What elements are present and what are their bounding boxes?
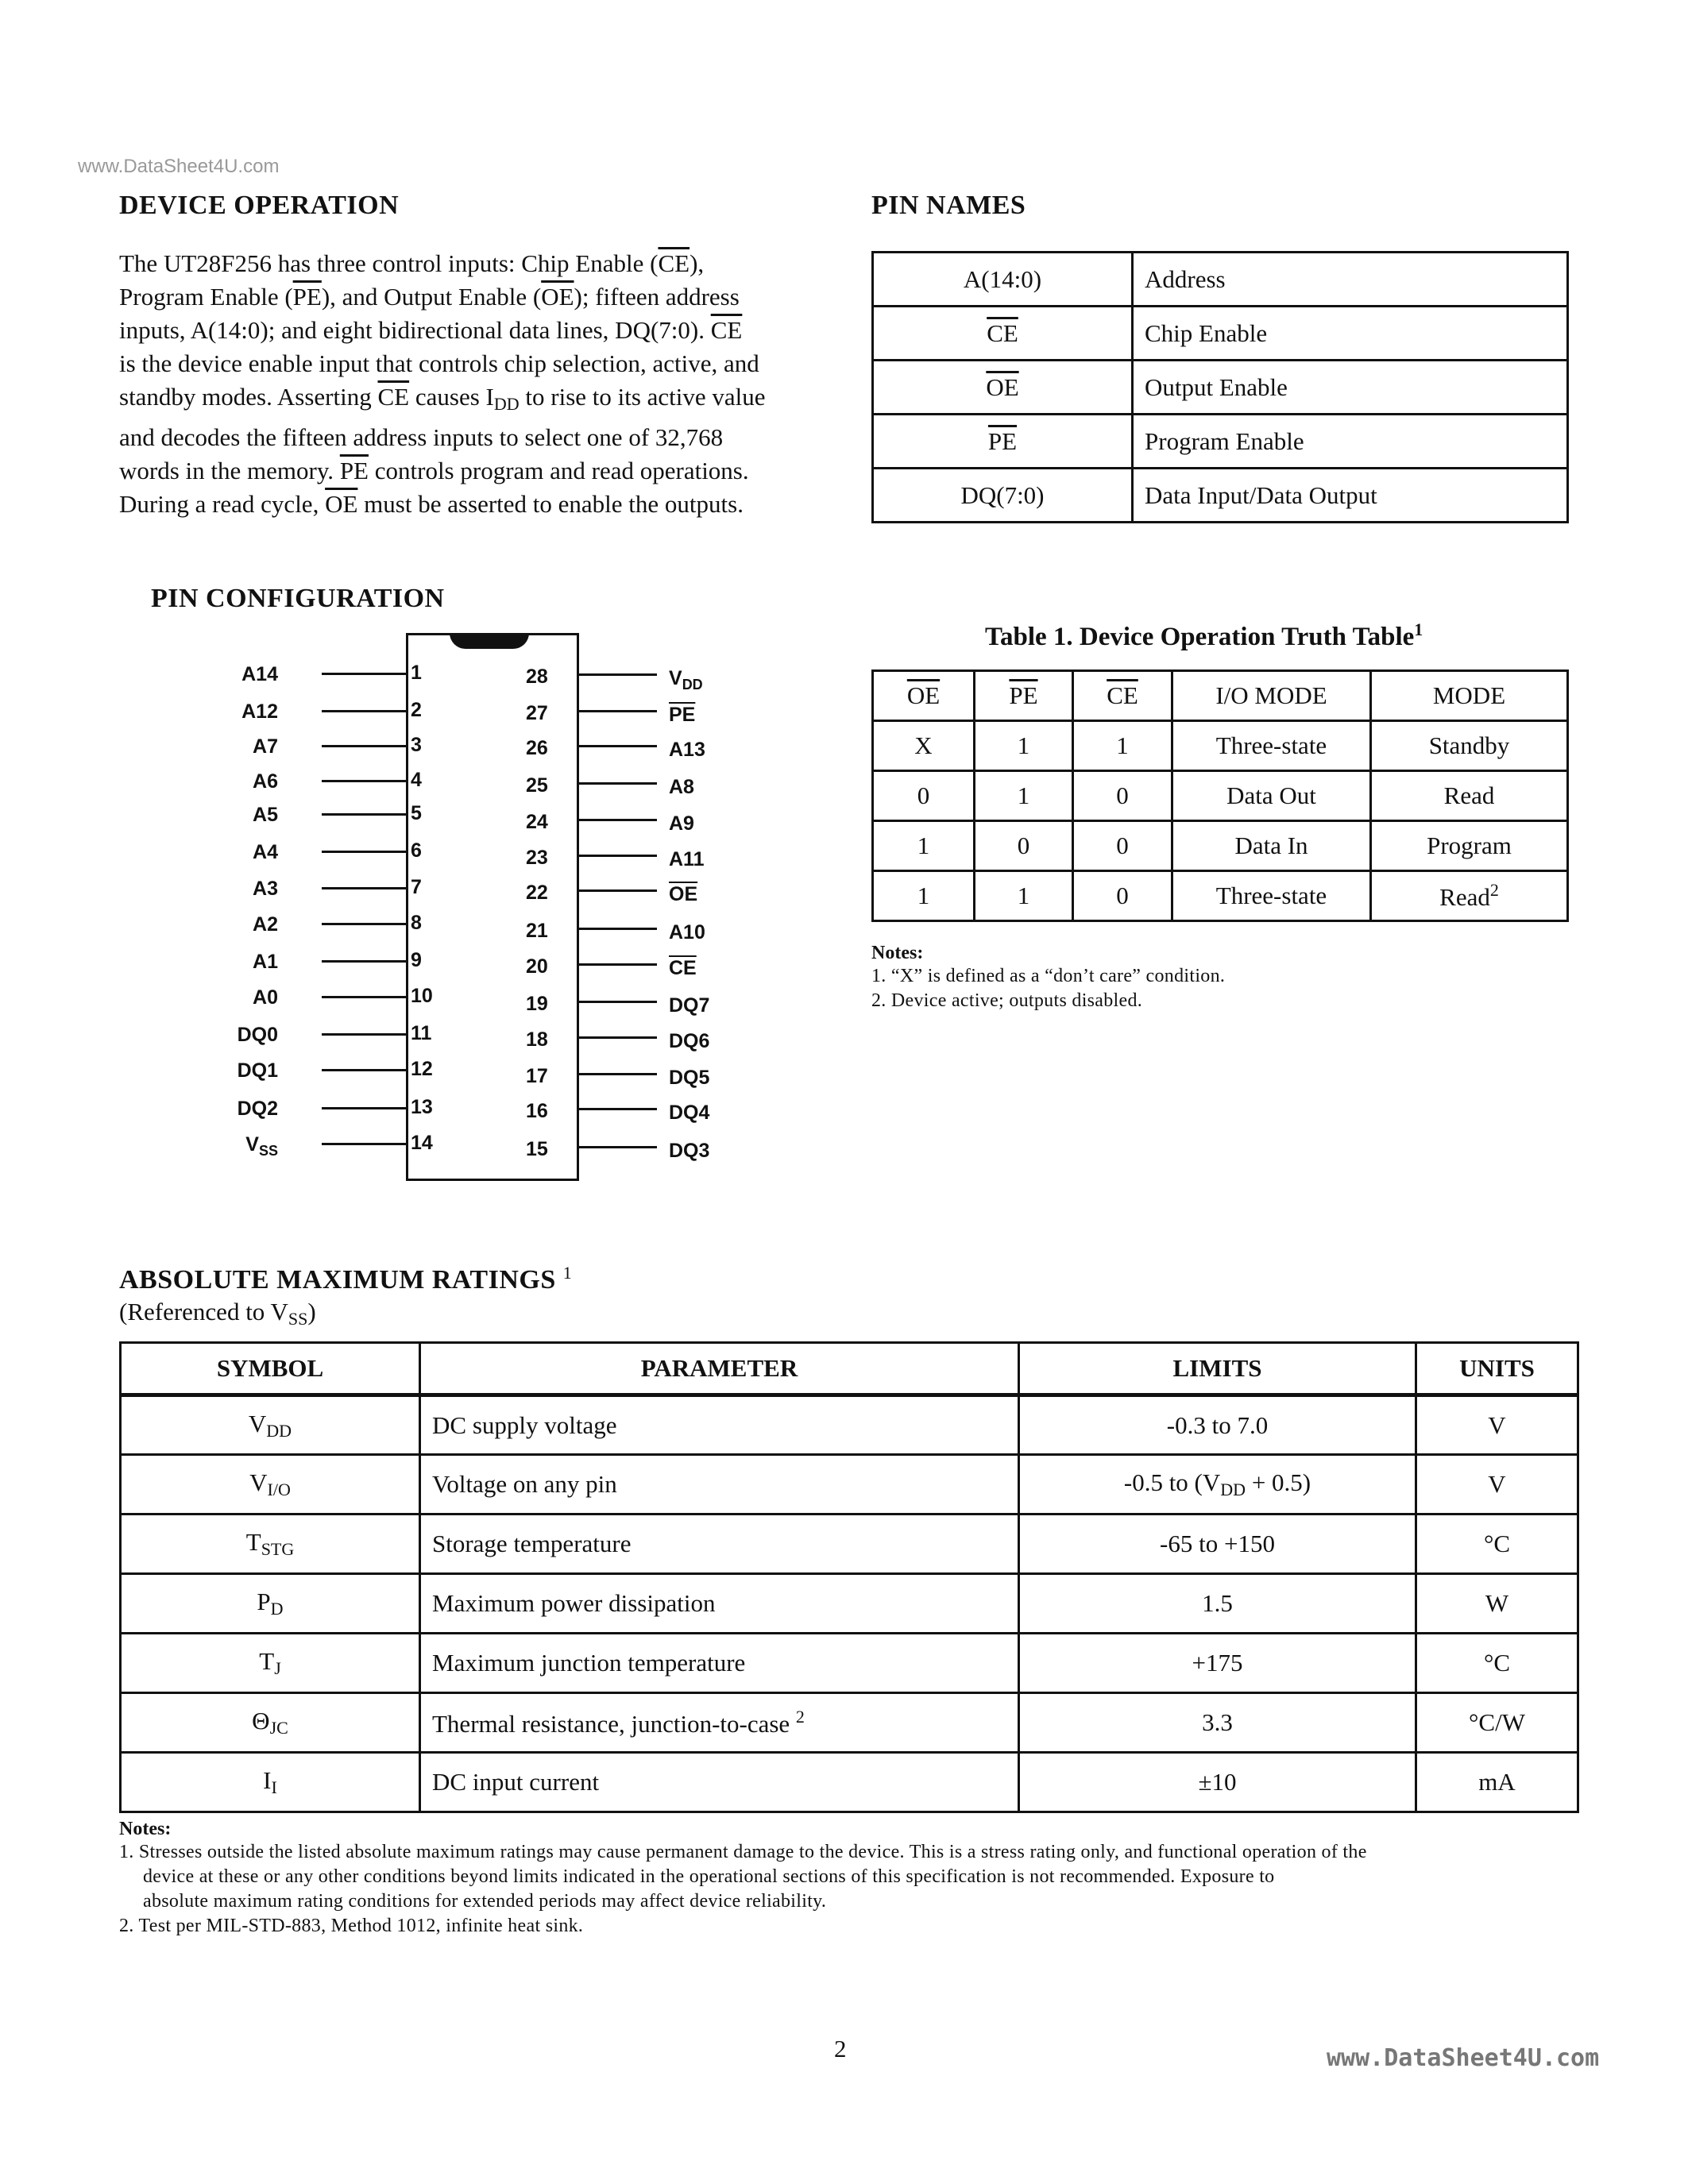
note-1: 1. Stresses outside the listed absolute maximum ratings may cause permanent damage to the device. This is a stress rating only, and functional operation of the (119, 1842, 1367, 1862)
cell: Standby (1371, 721, 1568, 771)
pin-lead (322, 1069, 406, 1071)
pin-symbol: $\overline{CE}$ (873, 307, 1133, 361)
pin-number: 28 (526, 666, 548, 688)
pin-number: 5 (411, 802, 422, 824)
pin-label: A12 (241, 700, 278, 723)
pin-description: Chip Enable (1133, 307, 1568, 361)
cell-limits: -65 to +150 (1019, 1515, 1416, 1574)
table-row (873, 469, 1568, 523)
pin-lead (322, 923, 406, 925)
table-row (121, 1634, 1578, 1693)
header-parameter: PARAMETER (420, 1343, 1019, 1395)
pin-label: A9 (669, 812, 694, 835)
pin-label: DQ6 (669, 1030, 710, 1052)
pin-lead (322, 1143, 406, 1145)
pin-names-table (871, 251, 1569, 523)
pin-label: DQ1 (237, 1059, 278, 1082)
pin-number: 13 (411, 1096, 433, 1118)
para-line-4: is the device enable input that controls chip selection, active, and (119, 349, 759, 377)
cell: Three-state (1172, 721, 1371, 771)
pin-lead (579, 819, 657, 821)
pin-lead (322, 1033, 406, 1036)
pin-lead (322, 851, 406, 853)
table-header-row (873, 671, 1568, 721)
pin-number: 3 (411, 734, 422, 756)
pin-symbol: $\overline{OE}$ (873, 361, 1133, 415)
pin-label: A13 (669, 739, 705, 761)
cell-units: °C (1416, 1634, 1578, 1693)
device-operation-heading: DEVICE OPERATION (119, 191, 400, 220)
cell: 1 (975, 721, 1073, 771)
table-row (121, 1574, 1578, 1634)
pin-lead (322, 813, 406, 816)
abs-max-table (119, 1341, 1579, 1813)
table-row (873, 415, 1568, 469)
table-row (121, 1395, 1578, 1455)
para-line-2: Program Enable $(\overline{PE})$, and Output Enable $(\overline{OE})$; fifteen address (119, 283, 740, 311)
table-row (121, 1515, 1578, 1574)
pin-number: 11 (411, 1022, 432, 1044)
cell: 1 (975, 871, 1073, 921)
pin-number: 18 (526, 1028, 548, 1051)
header-mode: MODE (1371, 671, 1568, 721)
para-line-6: and decodes the fifteen address inputs to select one of 32,768 (119, 423, 724, 451)
pin-number: 23 (526, 847, 548, 869)
table-row (873, 821, 1568, 871)
header-ce: $\overline{CE}$ (1073, 671, 1172, 721)
table-row (873, 721, 1568, 771)
pin-label: $\overline{OE}$ (669, 883, 698, 905)
pin-label: A8 (669, 776, 694, 798)
table-row (121, 1455, 1578, 1515)
pin-label: DQ7 (669, 994, 710, 1017)
table-row (873, 307, 1568, 361)
header-symbol: SYMBOL (121, 1343, 420, 1395)
cell: Read$^2$ (1371, 871, 1568, 921)
pin-number: 10 (411, 985, 433, 1007)
cell-symbol: $P_D$ (121, 1574, 420, 1634)
cell-limits: -0.3 to 7.0 (1019, 1395, 1416, 1455)
pin-number: 4 (411, 769, 422, 791)
pin-number: 6 (411, 839, 422, 862)
cell-units: mA (1416, 1753, 1578, 1812)
pin-label: $\overline{PE}$ (669, 704, 696, 726)
pin-number: 22 (526, 882, 548, 904)
pin-label: $\overline{CE}$ (669, 957, 697, 979)
cell: X (873, 721, 975, 771)
header-oe: $\overline{OE}$ (873, 671, 975, 721)
cell-parameter: Maximum power dissipation (420, 1574, 1019, 1634)
pin-label: $V_{DD}$ (669, 667, 703, 693)
table-row (121, 1753, 1578, 1812)
pin-label: A10 (669, 921, 705, 943)
abs-max-notes (119, 1819, 1597, 1939)
cell: Read (1371, 771, 1568, 821)
cell-parameter: Voltage on any pin (420, 1455, 1019, 1515)
cell: 0 (1073, 871, 1172, 921)
abs-max-heading: ABSOLUTE MAXIMUM RATINGS $^1$ (119, 1263, 573, 1295)
pin-number: 27 (526, 702, 548, 724)
cell-symbol: $V_{DD}$ (121, 1395, 420, 1455)
pin-lead (579, 710, 657, 712)
pin-label: DQ0 (237, 1024, 278, 1046)
pin-lead (579, 855, 657, 857)
pin-description: Program Enable (1133, 415, 1568, 469)
cell: Data In (1172, 821, 1371, 871)
pin-number: 20 (526, 955, 548, 978)
pin-number: 2 (411, 699, 422, 721)
pin-description: Data Input/Data Output (1133, 469, 1568, 523)
cell-limits: 1.5 (1019, 1574, 1416, 1634)
pin-number: 7 (411, 876, 422, 898)
table-row (873, 253, 1568, 307)
pin-lead (579, 782, 657, 785)
pin-lead (322, 960, 406, 963)
pin-number: 25 (526, 774, 548, 797)
pin-label: A4 (253, 841, 278, 863)
cell-limits: 3.3 (1019, 1693, 1416, 1753)
cell: 1 (873, 821, 975, 871)
abs-max-subheading: (Referenced to $V_{SS}$) (119, 1298, 316, 1329)
note-1: 1. “X” is defined as a “don’t care” condition. (871, 966, 1226, 986)
pin-lead (579, 1073, 657, 1075)
pin-lead (579, 673, 657, 676)
cell: Program (1371, 821, 1568, 871)
pin-description: Address (1133, 253, 1568, 307)
pin-description: Output Enable (1133, 361, 1568, 415)
pin-label: A5 (253, 804, 278, 826)
cell: 1 (975, 771, 1073, 821)
cell-limits: +175 (1019, 1634, 1416, 1693)
pin-lead (322, 710, 406, 712)
pin-number: 14 (411, 1132, 433, 1154)
para-line-5: standby modes. Asserting $\overline{CE}$ causes $I_{DD}$ to rise to its active value (119, 383, 766, 414)
cell-units: °C/W (1416, 1693, 1578, 1753)
para-line-1: The UT28F256 has three control inputs: Chip Enable $(\overline{CE})$, (119, 249, 705, 277)
cell-parameter: Storage temperature (420, 1515, 1019, 1574)
pin-label: DQ2 (237, 1098, 278, 1120)
pin-lead (322, 673, 406, 675)
cell-parameter: Thermal resistance, junction-to-case $^2$ (420, 1693, 1019, 1753)
pin-lead (579, 1108, 657, 1110)
header-limits: LIMITS (1019, 1343, 1416, 1395)
page-number: 2 (834, 2035, 847, 2062)
cell-units: V (1416, 1395, 1578, 1455)
pin-number: 19 (526, 993, 548, 1015)
pin-label: DQ5 (669, 1067, 710, 1089)
cell-limits: ±10 (1019, 1753, 1416, 1812)
pin-names-heading: PIN NAMES (871, 191, 1026, 220)
pin-lead (322, 887, 406, 889)
cell-units: °C (1416, 1515, 1578, 1574)
cell-parameter: DC supply voltage (420, 1395, 1019, 1455)
pin-lead (579, 1036, 657, 1039)
pin-lead (579, 745, 657, 747)
cell-symbol: $T_{STG}$ (121, 1515, 420, 1574)
pin-symbol: A(14:0) (873, 253, 1133, 307)
pin-symbol: $\overline{PE}$ (873, 415, 1133, 469)
pin-label: A1 (253, 951, 278, 973)
pin-number: 15 (526, 1138, 548, 1160)
pin-label: A0 (253, 986, 278, 1009)
cell-symbol: $V_{I/O}$ (121, 1455, 420, 1515)
cell-units: W (1416, 1574, 1578, 1634)
table-row (121, 1693, 1578, 1753)
pin-number: 12 (411, 1058, 433, 1080)
pin-lead (322, 745, 406, 747)
pin-label: A2 (253, 913, 278, 936)
pin-number: 8 (411, 912, 422, 934)
cell-parameter: DC input current (420, 1753, 1019, 1812)
pin-number: 17 (526, 1065, 548, 1087)
note-1-cont: device at these or any other conditions beyond limits indicated in the operational sections of this specification is not recommended. Exposure to (143, 1866, 1275, 1887)
pin-number: 21 (526, 920, 548, 942)
cell-symbol: $\Theta_{JC}$ (121, 1693, 420, 1753)
cell-units: V (1416, 1455, 1578, 1515)
pin-label: A6 (253, 770, 278, 793)
pin-number: 1 (411, 662, 422, 684)
pin-symbol: DQ(7:0) (873, 469, 1133, 523)
table-row (873, 871, 1568, 921)
table-header-row (121, 1343, 1578, 1395)
pin-label: A3 (253, 878, 278, 900)
chip-notch (450, 633, 529, 649)
truth-table (871, 669, 1569, 922)
header-units: UNITS (1416, 1343, 1578, 1395)
watermark-top: www.DataSheet4U.com (78, 156, 280, 177)
cell: 0 (873, 771, 975, 821)
device-operation-paragraph (119, 247, 858, 521)
para-line-8: During a read cycle, $\overline{OE}$ must be asserted to enable the outputs. (119, 490, 744, 518)
cell: 1 (1073, 721, 1172, 771)
cell: 0 (1073, 771, 1172, 821)
truth-table-notes (871, 943, 1225, 1013)
table-row (873, 361, 1568, 415)
pin-label: A14 (241, 663, 278, 685)
pin-lead (579, 1001, 657, 1003)
cell-symbol: $T_J$ (121, 1634, 420, 1693)
note-2: 2. Test per MIL-STD-883, Method 1012, infinite heat sink. (119, 1916, 584, 1936)
pin-label: $V_{SS}$ (245, 1133, 278, 1159)
cell-parameter: Maximum junction temperature (420, 1634, 1019, 1693)
cell: 0 (1073, 821, 1172, 871)
pin-label: A11 (669, 848, 705, 870)
cell: 0 (975, 821, 1073, 871)
cell: Three-state (1172, 871, 1371, 921)
header-pe: $\overline{PE}$ (975, 671, 1073, 721)
pin-lead (579, 889, 657, 892)
pin-lead (579, 1146, 657, 1148)
pin-number: 24 (526, 811, 548, 833)
para-line-7: words in the memory. $\overline{PE}$ controls program and read operations. (119, 457, 749, 484)
pin-label: DQ3 (669, 1140, 710, 1162)
pin-lead (579, 963, 657, 966)
pin-number: 9 (411, 949, 422, 971)
cell-limits: -0.5 to $(V_{DD} + 0.5)$ (1019, 1455, 1416, 1515)
pin-configuration-heading: PIN CONFIGURATION (151, 584, 445, 613)
pin-label: A7 (253, 735, 278, 758)
note-2: 2. Device active; outputs disabled. (871, 990, 1143, 1011)
cell-symbol: $I_I$ (121, 1753, 420, 1812)
para-line-3: inputs, A(14:0); and eight bidirectional data lines, DQ(7:0). $\overline{CE}$ (119, 316, 743, 344)
pin-lead (579, 928, 657, 930)
cell: 1 (873, 871, 975, 921)
header-io-mode: I/O MODE (1172, 671, 1371, 721)
pin-lead (322, 996, 406, 998)
pin-number: 16 (526, 1100, 548, 1122)
notes-title: Notes: (871, 943, 924, 963)
truth-table-title: Table 1. Device Operation Truth Table$^1$ (985, 619, 1423, 651)
note-1-cont-2: absolute maximum rating conditions for extended periods may affect device reliability. (143, 1891, 827, 1912)
pin-number: 26 (526, 737, 548, 759)
pin-label: DQ4 (669, 1102, 710, 1124)
pin-lead (322, 780, 406, 782)
cell: Data Out (1172, 771, 1371, 821)
table-row (873, 771, 1568, 821)
notes-title: Notes: (119, 1819, 172, 1839)
pin-lead (322, 1107, 406, 1109)
watermark-bottom: www.DataSheet4U.com (1327, 2044, 1600, 2072)
